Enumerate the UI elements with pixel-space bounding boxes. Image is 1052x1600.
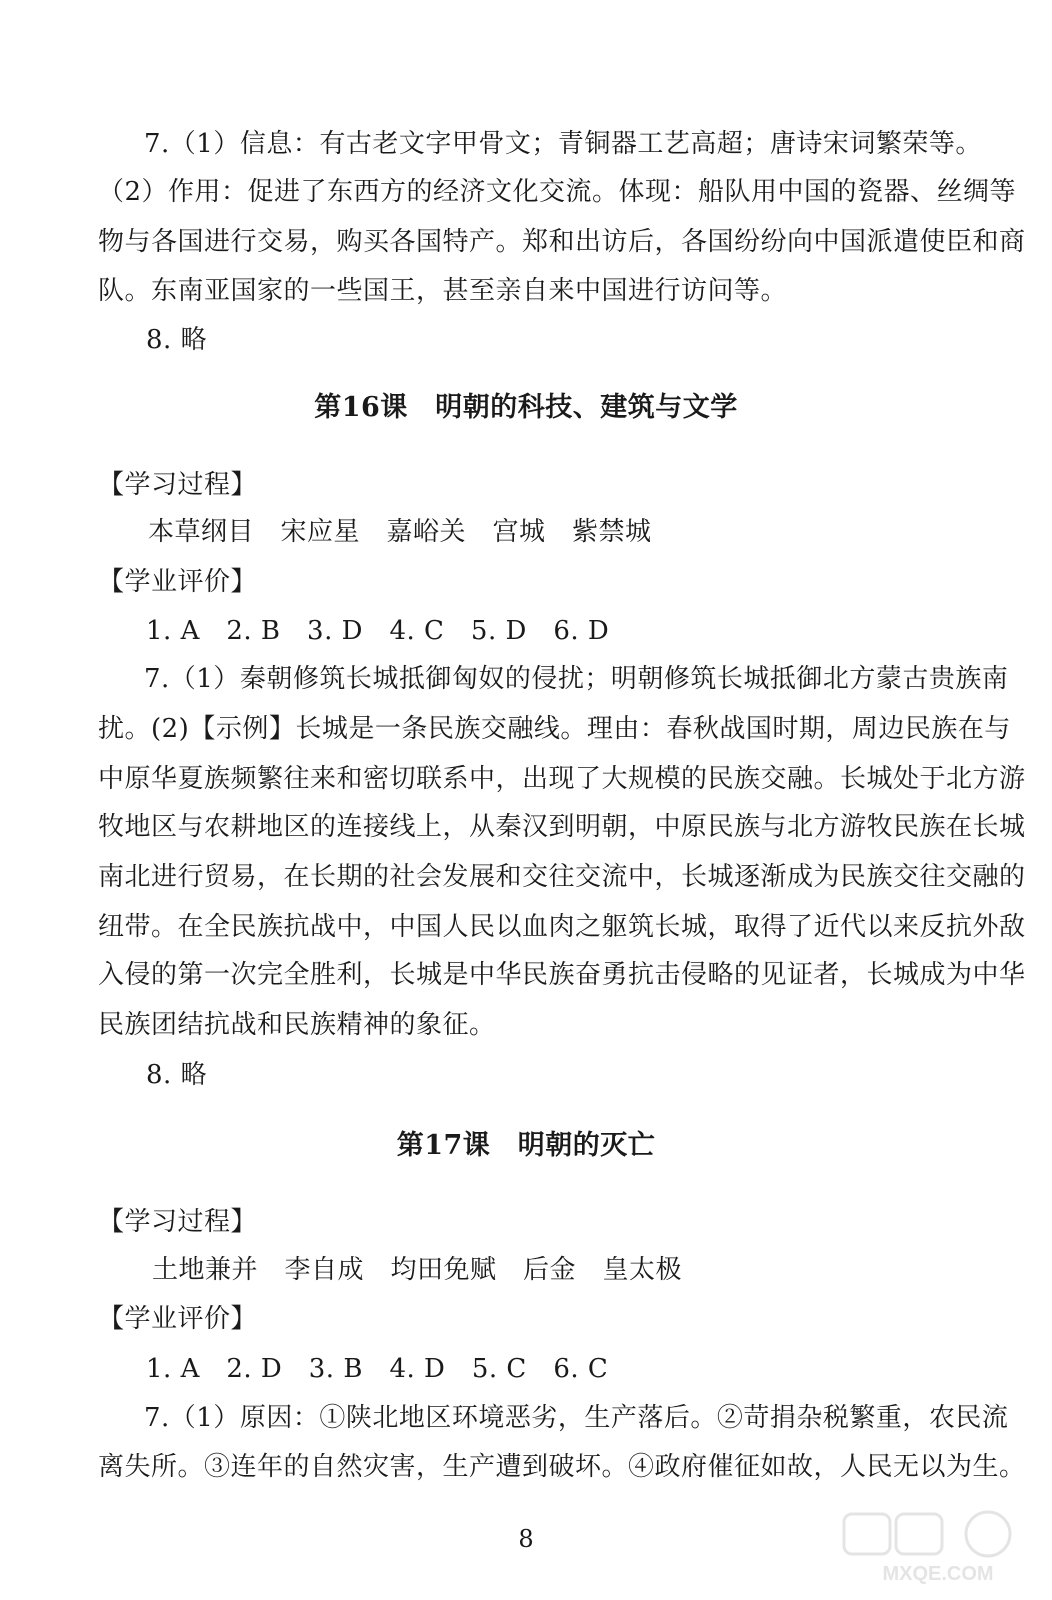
prev-q8: 8. 略 xyxy=(146,325,208,355)
lesson17-q7-line-1: 7.（1）原因：①陕北地区环境恶劣，生产落后。②苛捐杂税繁重，农民流 xyxy=(144,1403,1009,1433)
svg-text:MXQE.COM: MXQE.COM xyxy=(882,1563,994,1585)
prev-q7-line-3: 物与各国进行交易，购买各国特产。郑和出访后，各国纷纷向中国派遣使臣和商 xyxy=(98,227,1026,257)
lesson16-title: 第16课 明朝的科技、建筑与文学 xyxy=(314,392,738,423)
lesson17-eval-heading: 【学业评价】 xyxy=(98,1304,258,1334)
lesson16-q7-line-2: 扰。(2)【示例】长城是一条民族交融线。理由：春秋战国时期，周边民族在与 xyxy=(98,714,1011,744)
lesson16-q7-line-1: 7.（1）秦朝修筑长城抵御匈奴的侵扰；明朝修筑长城抵御北方蒙古贵族南 xyxy=(144,664,1009,694)
lesson16-q7-line-5: 南北进行贸易，在长期的社会发展和交往交流中，长城逐渐成为民族交往交融的 xyxy=(98,862,1026,892)
watermark-logo-icon xyxy=(838,1508,1038,1588)
lesson17-q7-line-2: 离失所。③连年的自然灾害，生产遭到破坏。④政府催征如故，人民无以为生。 xyxy=(98,1452,1026,1482)
lesson16-q7-line-3: 中原华夏族频繁往来和密切联系中，出现了大规模的民族交融。长城处于北方游 xyxy=(98,764,1026,794)
prev-q7-line-4: 队。东南亚国家的一些国王，甚至亲自来中国进行访问等。 xyxy=(98,276,788,306)
prev-q7-line-2: （2）作用：促进了东西方的经济文化交流。体现：船队用中国的瓷器、丝绸等 xyxy=(98,177,1017,207)
lesson17-title: 第17课 明朝的灭亡 xyxy=(396,1130,656,1161)
lesson16-process-heading: 【学习过程】 xyxy=(98,470,258,500)
lesson16-eval-heading: 【学业评价】 xyxy=(98,567,258,597)
lesson17-process-heading: 【学习过程】 xyxy=(98,1207,258,1237)
lesson17-process-answers: 土地兼并 李自成 均田免赋 后金 皇太极 xyxy=(152,1255,683,1285)
page-number: 8 xyxy=(518,1525,534,1553)
prev-q7-line-1: 7.（1）信息：有古老文字甲骨文；青铜器工艺高超；唐诗宋词繁荣等。 xyxy=(144,129,982,159)
lesson16-q7-line-7: 入侵的第一次完全胜利，长城是中华民族奋勇抗击侵略的见证者，长城成为中华 xyxy=(98,960,1026,990)
lesson16-q7-line-6: 纽带。在全民族抗战中，中国人民以血肉之躯筑长城，取得了近代以来反抗外敌 xyxy=(98,912,1026,942)
lesson16-q7-line-8: 民族团结抗战和民族精神的象征。 xyxy=(98,1010,496,1040)
lesson17-choice-answers: 1. A 2. D 3. B 4. D 5. C 6. C xyxy=(146,1354,609,1384)
lesson16-q7-line-4: 牧地区与农耕地区的连接线上，从秦汉到明朝，中原民族与北方游牧民族在长城 xyxy=(98,812,1026,842)
lesson16-process-answers: 本草纲目 宋应星 嘉峪关 宫城 紫禁城 xyxy=(148,517,652,547)
lesson16-q8: 8. 略 xyxy=(146,1060,208,1090)
lesson16-choice-answers: 1. A 2. B 3. D 4. C 5. D 6. D xyxy=(146,616,610,646)
